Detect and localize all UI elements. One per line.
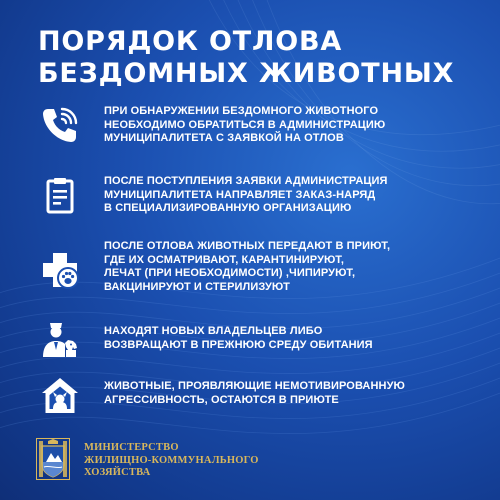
step-work-order <box>38 172 478 232</box>
step-text <box>104 380 479 407</box>
step-line: ЛЕЧАТ (ПРИ НЕОБХОДИМОСТИ) ,ЧИПИРУЮТ, <box>104 267 356 279</box>
step-line: ВОЗВРАЩАЮТ В ПРЕЖНЮЮ СРЕДУ ОБИТАНИЯ <box>104 338 373 351</box>
step-text <box>104 175 479 216</box>
step-line: АГРЕССИВНОСТЬ, ОСТАЮТСЯ В ПРИЮТЕ <box>104 393 339 406</box>
animal-shelter-icon <box>40 376 80 416</box>
step-line: НЕОБХОДИМО ОБРАТИТЬСЯ В АДМИНИСТРАЦИЮ <box>104 118 386 131</box>
step-new-owners <box>38 318 478 378</box>
step-line: МУНИЦИПАЛИТЕТА НАПРАВЛЯЕТ ЗАКАЗ-НАРЯД <box>104 188 376 201</box>
step-line: ПРИ ОБНАРУЖЕНИИ БЕЗДОМНОГО ЖИВОТНОГО <box>104 105 379 117</box>
phone-icon <box>40 105 80 145</box>
step-line: МУНИЦИПАЛИТЕТА С ЗАЯВКОЙ НА ОТЛОВ <box>104 132 344 144</box>
coat-of-arms-emblem <box>36 438 70 480</box>
vet-cross-paw-icon <box>40 250 80 290</box>
ministry-line: ЖИЛИЩНО-КОММУНАЛЬНОГО <box>84 454 259 466</box>
step-text <box>104 105 479 146</box>
ministry-line: ХОЗЯЙСТВА <box>84 467 151 478</box>
title-line: БЕЗДОМНЫХ ЖИВОТНЫХ <box>38 58 455 89</box>
step-text <box>104 240 479 294</box>
step-line: ПОСЛЕ ПОСТУПЛЕНИЯ ЗАЯВКИ АДМИНИСТРАЦИЯ <box>104 175 388 187</box>
step-text <box>104 325 479 352</box>
ministry-line: МИНИСТЕРСТВО <box>84 442 179 453</box>
step-line: В СПЕЦИАЛИЗИРОВАННУЮ ОРГАНИЗАЦИЮ <box>104 202 352 214</box>
step-line: ЖИВОТНЫЕ, ПРОЯВЛЯЮЩИЕ НЕМОТИВИРОВАННУЮ <box>104 380 405 392</box>
step-shelter-treatment <box>38 238 478 298</box>
clipboard-icon <box>40 176 80 216</box>
owner-with-dog-icon <box>40 320 80 360</box>
step-line: НАХОДЯТ НОВЫХ ВЛАДЕЛЬЦЕВ ЛИБО <box>104 325 323 337</box>
step-line: ПОСЛЕ ОТЛОВА ЖИВОТНЫХ ПЕРЕДАЮТ В ПРИЮТ, <box>104 240 391 252</box>
ministry-name <box>84 442 259 480</box>
ministry-footer <box>36 438 286 482</box>
step-line: ВАКЦИНИРУЮТ И СТЕРИЛИЗУЮТ <box>104 280 290 293</box>
step-line: ГДЕ ИХ ОСМАТРИВАЮТ, КАРАНТИНИРУЮТ, <box>104 253 345 266</box>
poster-title <box>38 26 478 90</box>
step-aggressive-stay <box>38 374 478 434</box>
title-line: ПОРЯДОК ОТЛОВА <box>38 26 343 57</box>
step-report-animal <box>38 103 478 163</box>
